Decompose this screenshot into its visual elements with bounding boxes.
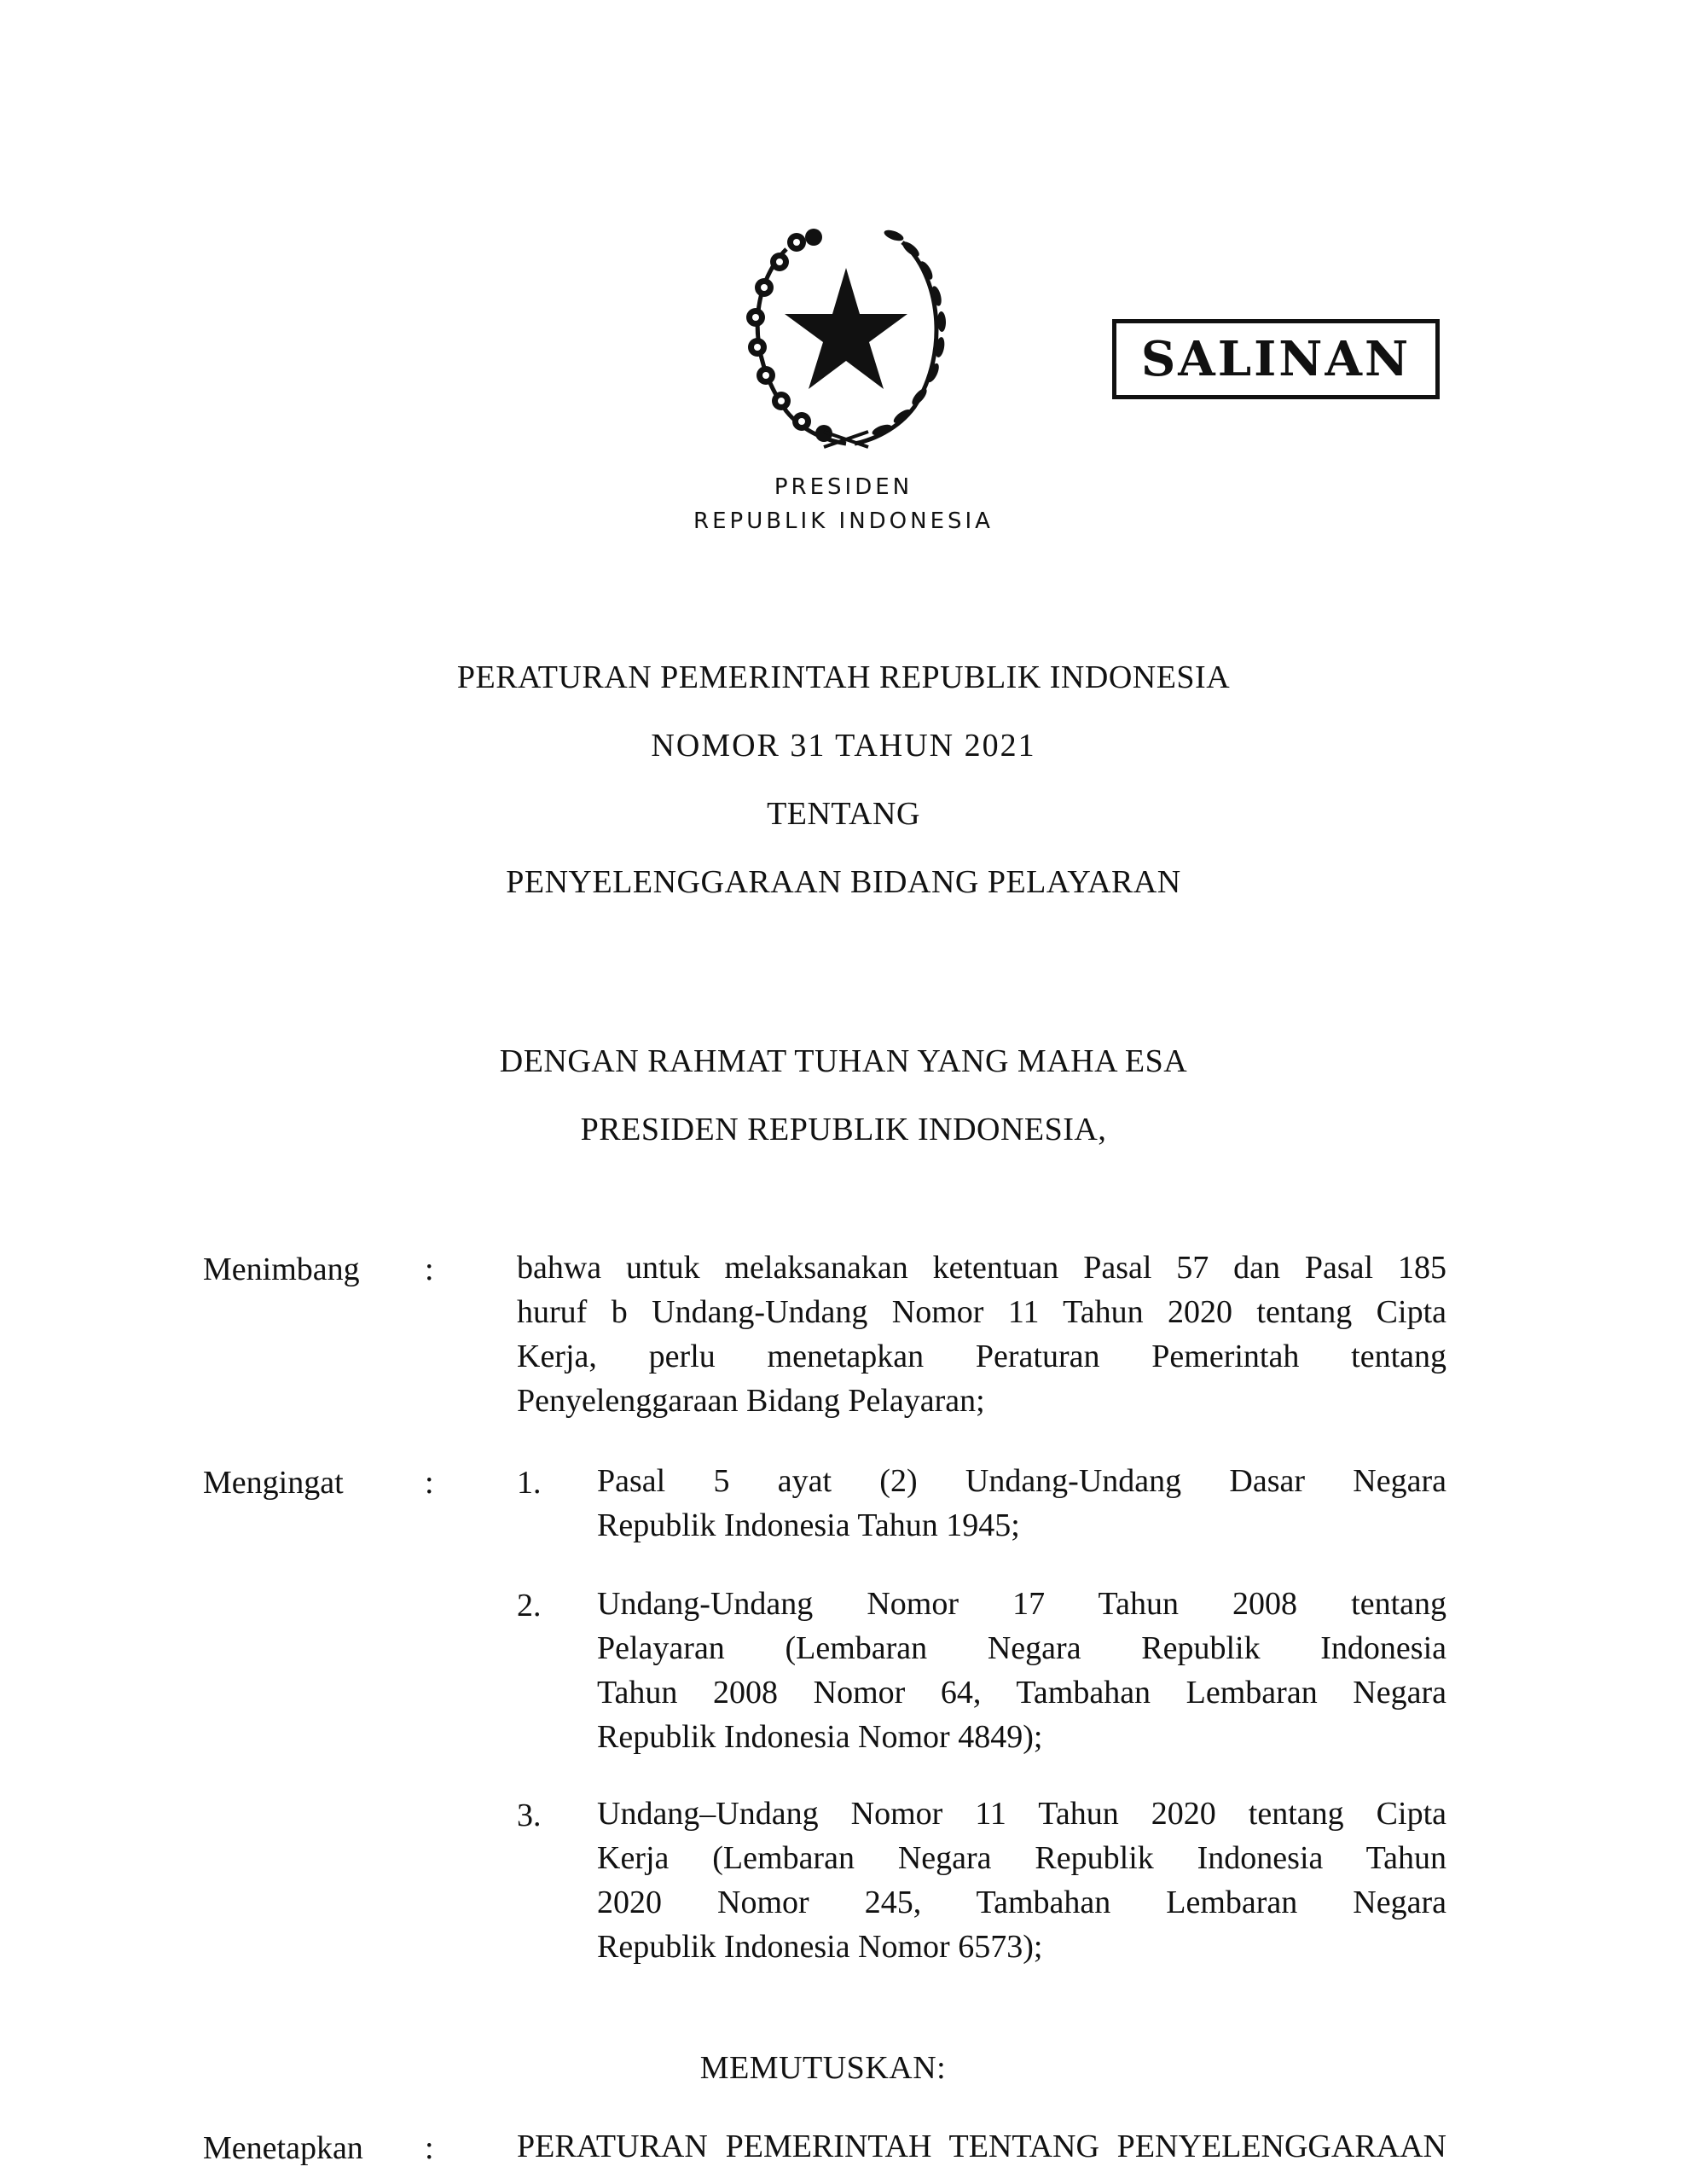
salinan-stamp [1112,319,1440,399]
mengingat-item-line: Pelayaran (Lembaran Negara Republik Indonesia [597,1630,1446,1666]
mengingat-item-1 [597,1459,1446,1548]
mengingat-item-line: Undang–Undang Nomor 11 Tahun 2020 tentang Cipta [597,1796,1446,1832]
menimbang-line: Kerja, perlu menetapkan Peraturan Pemerintah tentang [517,1339,1446,1374]
regulation-number: NOMOR 31 TAHUN 2021 [651,728,1036,764]
issuer-line-1: PRESIDEN [774,474,913,500]
mengingat-label: Mengingat [203,1465,344,1501]
menimbang-text [517,1246,1446,1423]
mengingat-item-line: Pasal 5 ayat (2) Undang-Undang Dasar Negara [597,1463,1446,1499]
mengingat-item-2 [597,1582,1446,1759]
memutuskan-heading: MEMUTUSKAN: [699,2050,947,2086]
regulation-tentang: TENTANG [767,796,920,832]
menetapkan-line: PERATURAN PEMERINTAH TENTANG PENYELENGGARAAN [517,2129,1446,2164]
mengingat-item-number: 1. [517,1465,542,1501]
star-icon [785,268,907,389]
mengingat-item-line: Tahun 2008 Nomor 64, Tambahan Lembaran Negara [597,1675,1446,1711]
mengingat-item-line: Republik Indonesia Tahun 1945; [597,1507,1020,1543]
mengingat-item-line: 2020 Nomor 245, Tambahan Lembaran Negara [597,1885,1446,1920]
menimbang-line: huruf b Undang-Undang Nomor 11 Tahun 2020 tentang Cipta [517,1294,1446,1330]
mengingat-item-number: 2. [517,1588,542,1623]
menimbang-label: Menimbang [203,1252,360,1287]
mengingat-item-line: Republik Indonesia Nomor 4849); [597,1719,1043,1755]
mengingat-item-line: Undang-Undang Nomor 17 Tahun 2008 tentang [597,1586,1446,1622]
mengingat-item-3 [597,1792,1446,1969]
menimbang-line: Penyelenggaraan Bidang Pelayaran; [517,1383,985,1419]
presidential-emblem [735,224,957,452]
mengingat-colon: : [425,1465,434,1501]
mengingat-item-number: 3. [517,1798,542,1833]
menetapkan-colon: : [425,2130,434,2166]
menetapkan-text [517,2124,1446,2169]
preamble-line-2: PRESIDEN REPUBLIK INDONESIA, [580,1112,1107,1147]
mengingat-item-line: Republik Indonesia Nomor 6573); [597,1929,1043,1965]
menetapkan-label: Menetapkan [203,2130,363,2166]
preamble-line-1: DENGAN RAHMAT TUHAN YANG MAHA ESA [499,1043,1188,1079]
regulation-subject: PENYELENGGARAAN BIDANG PELAYARAN [506,864,1181,900]
mengingat-item-line: Kerja (Lembaran Negara Republik Indonesia Tahun [597,1840,1446,1876]
menimbang-colon: : [425,1252,434,1287]
menimbang-line: bahwa untuk melaksanakan ketentuan Pasal 57 dan Pasal 185 [517,1250,1446,1286]
salinan-label: SALINAN [1140,331,1412,387]
issuer-line-2: REPUBLIK INDONESIA [693,508,994,534]
regulation-title: PERATURAN PEMERINTAH REPUBLIK INDONESIA [456,659,1231,695]
